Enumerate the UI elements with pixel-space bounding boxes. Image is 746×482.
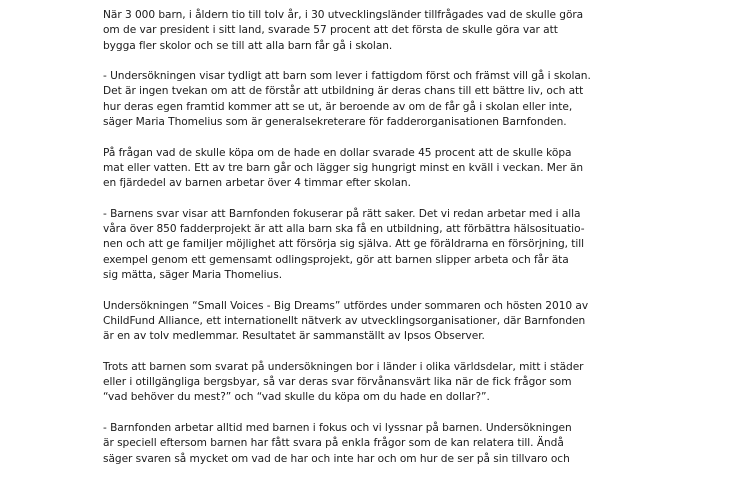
- text-line: Undersökningen “Small Voices - Big Dreams” utfördes under sommaren och hösten 2010 av: [103, 299, 589, 312]
- text-line: hur deras egen framtid kommer att se ut, är beroende av om de får gå i skolan eller inte,: [103, 100, 573, 113]
- text-line: exempel genom ett gemensamt odlingsprojekt, gör att barnen slipper arbeta och får äta: [103, 253, 569, 266]
- text-line: våra över 850 fadderprojekt är att alla barn ska få en utbildning, att förbättra hälsosituatio-: [103, 223, 585, 236]
- text-line: Det är ingen tvekan om att de förstår att utbildning är deras chans till ett bättre liv, och att: [103, 85, 584, 98]
- paragraph-2: [103, 69, 643, 130]
- text-line: eller i otillgängliga bergsbyar, så var deras svar förvånansvärt lika när de fick frågor som: [103, 376, 572, 389]
- text-line: sig mätta, säger Maria Thomelius.: [103, 269, 283, 282]
- text-line: När 3 000 barn, i åldern tio till tolv år, i 30 utvecklingsländer tillfrågades vad de skulle göra: [103, 9, 584, 21]
- paragraph-3: [103, 146, 643, 192]
- text-line: ChildFund Alliance, ett internationellt nätverk av utvecklingsorganisationer, där Barnfonden: [103, 314, 586, 327]
- text-line: bygga fler skolor och se till att alla barn får gå i skolan.: [103, 39, 393, 52]
- paragraph-6: [103, 360, 643, 406]
- text-line: “vad behöver du mest?” och “vad skulle du köpa om du hade en dollar?”.: [103, 391, 490, 404]
- paragraph-4: [103, 207, 643, 283]
- text-line: en fjärdedel av barnen arbetar över 4 timmar efter skolan.: [103, 177, 411, 190]
- text-line: - Barnens svar visar att Barnfonden fokuserar på rätt saker. Det vi redan arbetar med i alla: [103, 207, 581, 220]
- text-line: säger svaren så mycket om vad de har och inte har och om hur de ser på sin tillvaro och: [103, 452, 570, 465]
- text-line: - Undersökningen visar tydligt att barn som lever i fattigdom först och främst vill gå i skolan.: [103, 70, 591, 83]
- text-line: nen och att ge familjer möjlighet att försörja sig själva. Att ge föräldrarna en försörjning, till: [103, 238, 585, 251]
- paragraph-5: [103, 299, 643, 345]
- text-line: om de var president i sitt land, svarade 57 procent att det första de skulle göra var att: [103, 24, 558, 37]
- paragraph-1: [103, 8, 643, 54]
- text-line: På frågan vad de skulle köpa om de hade en dollar svarade 45 procent att de skulle köpa: [103, 146, 572, 159]
- paragraph-7: [103, 421, 643, 467]
- article-body: [103, 8, 643, 482]
- text-line: - Barnfonden arbetar alltid med barnen i fokus och vi lyssnar på barnen. Undersökningen: [103, 422, 572, 435]
- text-line: Trots att barnen som svarat på undersökningen bor i länder i olika världsdelar, mitt i städer: [103, 360, 584, 373]
- text-line: är speciell eftersom barnen har fått svara på enkla frågor som de kan relatera till. Ändå: [103, 437, 564, 450]
- text-line: säger Maria Thomelius som är generalsekreterare för fadderorganisationen Barnfonden.: [103, 116, 567, 129]
- text-line: är en av tolv medlemmar. Resultatet är sammanställt av Ipsos Observer.: [103, 330, 485, 343]
- text-line: mat eller vatten. Ett av tre barn går och lägger sig hungrigt minst en kväll i veckan. Mer än: [103, 161, 584, 174]
